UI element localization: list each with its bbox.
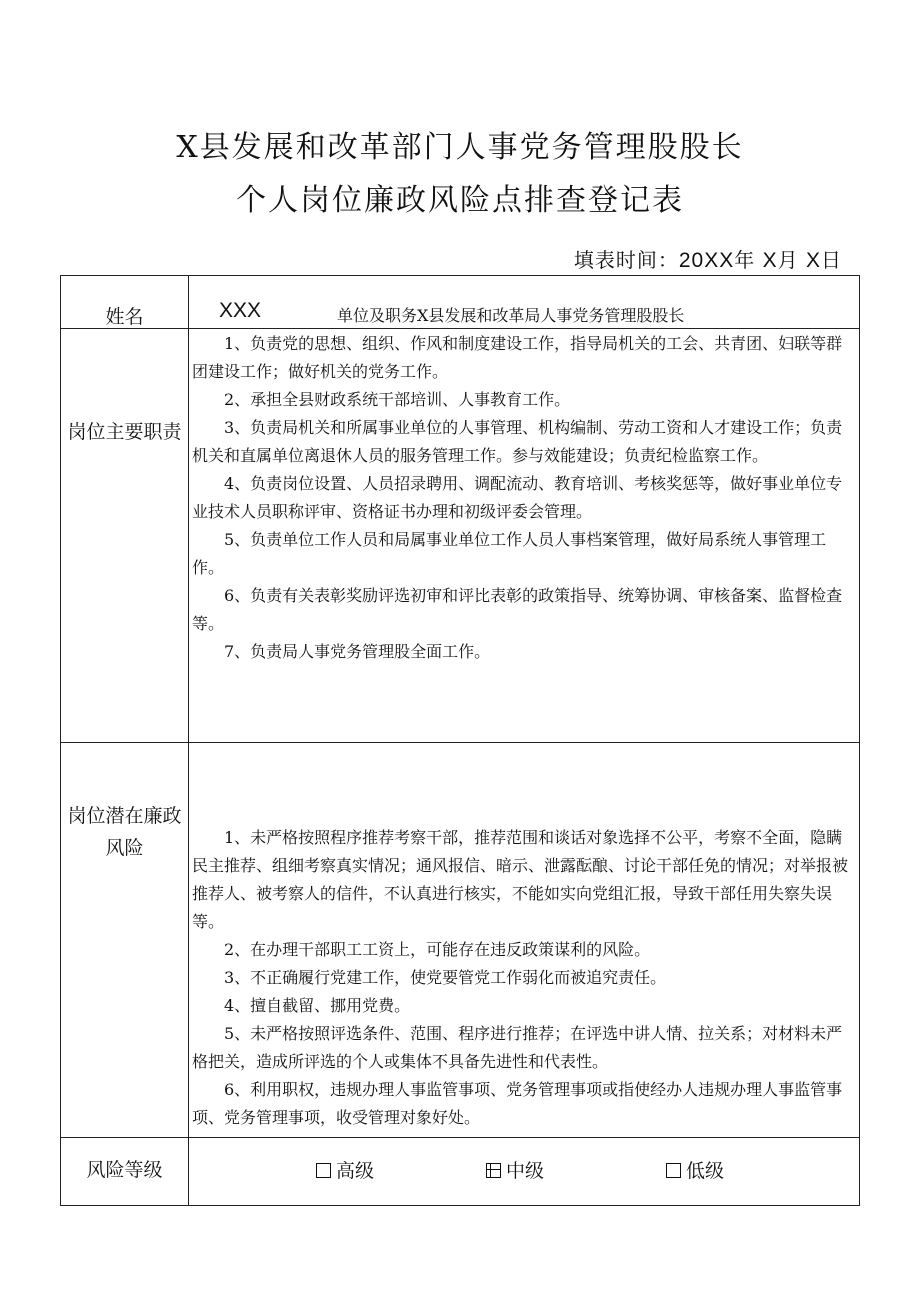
title-line-2: 个人岗位廉政风险点排查登记表 [236, 183, 684, 218]
duties-label: 岗位主要职责 [67, 421, 182, 443]
list-item: 5、未严格按照评选条件、范围、程序进行推荐；在评选中讲人情、拉关系；对材料未严格把关，造成所评选的个人或集体不具备先进性和代表性。 [192, 1024, 843, 1071]
checkbox-icon [666, 1163, 681, 1178]
list-item: 7、负责局人事党务管理股全面工作。 [224, 642, 491, 661]
list-item: 4、擅自截留、挪用党费。 [224, 996, 411, 1015]
list-item: 6、负责有关表彰奖励评选初审和评比表彰的政策指导、统筹协调、审核备案、监督检查等。 [192, 586, 843, 633]
list-item: 3、负责局机关和所属事业单位的人事管理、机构编制、劳动工资和人才建设工作；负责机关和直属单位离退休人员的服务管理工作。参与效能建设；负责纪检监察工作。 [192, 418, 843, 465]
fill-date [574, 244, 842, 273]
list-item: 2、在办理干部职工工资上，可能存在违反政策谋利的风险。 [224, 940, 651, 959]
column-divider [188, 276, 189, 1205]
list-item: 1、未严格按照程序推荐考察干部，推荐范围和谈话对象选择不公平，考察不全面，隐瞒民主推荐、组细考察真实情况；通风报信、暗示、泄露酝酿、讨论干部任免的情况；对举报被推荐人、被考察人的信件，不认真进行核实，不能如实向党组汇报，导致干部任用失察失误等。 [192, 828, 849, 931]
risk-option-low[interactable] [666, 1156, 724, 1183]
fill-date-day: X [805, 249, 821, 272]
fill-date-day-unit: 日 [821, 248, 842, 272]
row-divider [61, 1137, 859, 1138]
risk-label: 岗位潜在廉政风险 [67, 805, 182, 859]
risk-list [192, 824, 857, 1132]
fill-date-label: 填表时间： [573, 248, 679, 272]
risk-option-medium[interactable] [486, 1156, 544, 1183]
checkbox-icon [486, 1163, 501, 1178]
list-item: 3、不正确履行党建工作，使党要管党工作弱化而被追究责任。 [224, 968, 667, 987]
title-line-1: X县发展和改革部门人事党务管理股股长 [176, 130, 744, 165]
list-item: 1、负责党的思想、组织、作风和制度建设工作，指导局机关的工会、共青团、妇联等群团建设工作；做好机关的党务工作。 [192, 334, 843, 381]
duties-list [192, 330, 857, 666]
fill-date-year-unit: 年 [734, 248, 756, 272]
risk-option-label: 中级 [506, 1160, 545, 1182]
list-item: 5、负责单位工作人员和局属事业单位工作人员人事档案管理，做好局系统人事管理工作。 [192, 530, 827, 577]
list-item: 2、承担全县财政系统干部培训、人事教育工作。 [224, 390, 571, 409]
name-value: XXX [219, 299, 262, 322]
checkbox-icon [316, 1163, 331, 1178]
risk-option-high[interactable] [316, 1156, 374, 1183]
list-item: 6、利用职权，违规办理人事监管事项、党务管理事项或指使经办人违规办理人事监管事项、党务管理事项，收受管理对象好处。 [192, 1080, 843, 1127]
fill-date-year: 20XX [678, 249, 735, 272]
list-item: 4、负责岗位设置、人员招录聘用、调配流动、教育培训、考核奖惩等，做好事业单位专业技术人员职称评审、资格证书办理和初级评委会管理。 [192, 474, 843, 521]
registration-form [60, 275, 860, 1206]
risk-option-label: 低级 [686, 1160, 725, 1182]
row-divider [61, 742, 859, 743]
fill-date-month-unit: 月 [777, 248, 799, 272]
fill-date-month: X [762, 249, 778, 272]
name-label: 姓名 [105, 306, 144, 328]
unit-position: 单位及职务X县发展和改革局人事党务管理股股长 [337, 306, 685, 325]
risk-option-label: 高级 [336, 1160, 375, 1182]
risk-level-label: 风险等级 [86, 1159, 163, 1181]
